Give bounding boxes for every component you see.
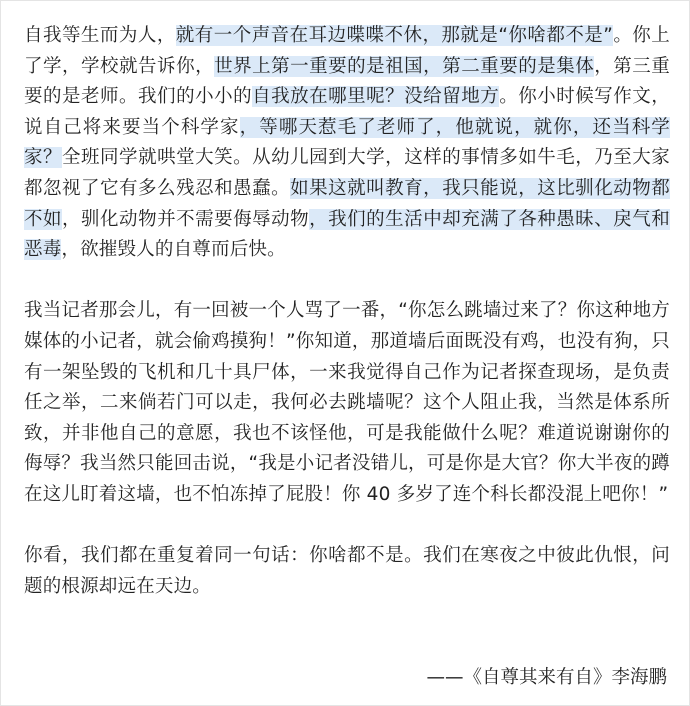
- highlighted-text: ，我们的生活中却充满了各种愚昧、戾气和恶毒: [24, 208, 670, 261]
- paragraph-1-text: 全班同学就哄堂大笑。从幼儿园到大学，这样的事情多如牛毛，乃至大家都忽视了它有多么残忍和愚蠢。: [24, 147, 671, 199]
- paragraph-1-text: ，第三重要的是老师。我们的小小的: [24, 55, 670, 108]
- paragraph-3: 你看，我们都在重复着同一句话：你啥都不是。我们在寒夜之中彼此仇恨，问题的根源却远在天边。: [24, 545, 670, 597]
- paragraph-1-text: 。你小时候写作文，说自己将来要当个科学家: [24, 86, 670, 138]
- paragraph-1-text: 自我等生而为人，: [24, 25, 176, 46]
- paragraph-1-text: ，欲摧毁人的自尊而后快。: [61, 239, 286, 261]
- article-signature: ——《自尊其来有自》李海鹏: [426, 667, 667, 688]
- highlighted-text: 自我放在哪里呢？没给留地方: [252, 86, 500, 108]
- paragraph-1: [24, 21, 670, 266]
- highlighted-text: ，等哪天惹毛了老师了，他就说，就你，还当科学家？: [24, 116, 671, 169]
- highlighted-text: 就有一个声音在耳边喋喋不休，那就是“你啥都不是”: [175, 25, 614, 46]
- paragraph-1-text: 。你上了学，学校就告诉你，: [24, 25, 670, 77]
- article-body: [24, 21, 670, 602]
- highlighted-text: 如果这就叫教育，我只能说，这比驯化动物都不如: [24, 177, 670, 230]
- paragraph-2: 我当记者那会儿，有一回被一个人骂了一番，“你怎么跳墙过来了？你这种地方媒体的小记者，就会偷鸡摸狗！”你知道，那道墙后面既没有鸡，也没有狗，只有一架坠毁的飞机和几十具尸体，一来我觉得自己作为记者探查现场，是负责任之举，二来倘若门可以走，我何必去跳墙呢？这个人阻止我，当然是体系所致，并非他自己的意愿，我也不该怪他，可是我能做什么呢？难道说谢谢你的侮辱？我当然只能回击说，“我是小记者没错儿，可是你是大官？你大半夜的蹲在这儿盯着这墙，也不怕冻掉了屁股！你 40 多岁了连个科长都没混上吧你！”: [24, 300, 670, 505]
- highlighted-text: 世界上第一重要的是祖国，第二重要的是集体: [214, 55, 595, 77]
- paragraph-1-text: ，驯化动物并不需要侮辱动物: [62, 208, 310, 230]
